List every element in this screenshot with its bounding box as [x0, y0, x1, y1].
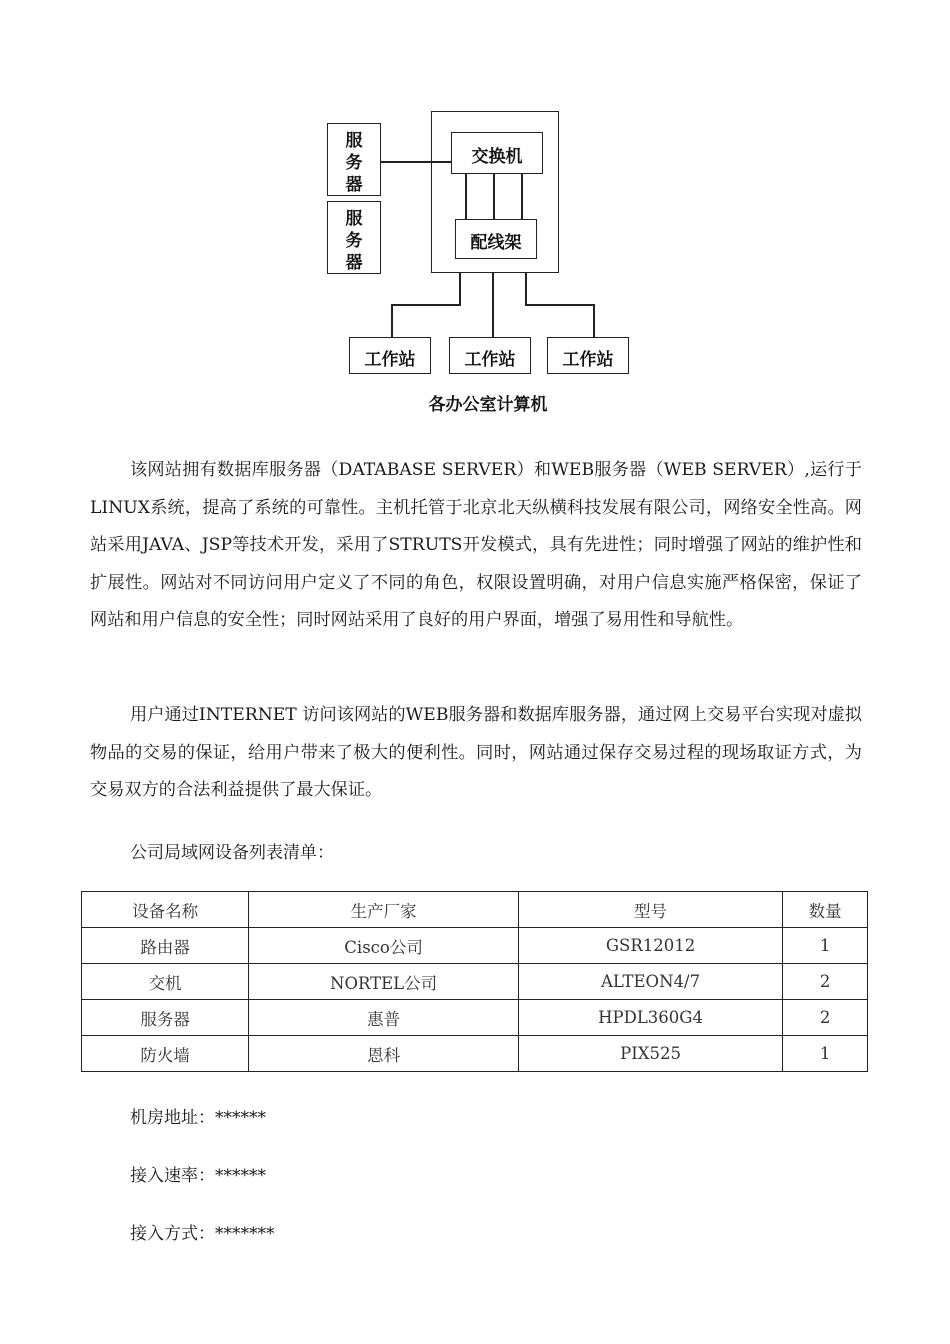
network-diagram	[0, 0, 950, 440]
server-label-2: 服务器	[345, 209, 363, 273]
workstation-label-2: 工作站	[464, 350, 516, 370]
table-header-cell: 型号	[518, 892, 782, 928]
switch-patch-link	[521, 174, 523, 219]
table-row	[82, 964, 868, 1000]
table-cell: 2	[783, 1000, 868, 1036]
server-label-1: 服务器	[345, 131, 363, 195]
table-intro: 公司局域网设备列表清单：	[130, 843, 334, 863]
access-rate: 接入速率：******	[130, 1166, 266, 1186]
table-cell: 防火墙	[82, 1036, 249, 1072]
table-row	[82, 1000, 868, 1036]
patch-panel-label: 配线架	[470, 233, 522, 253]
table-cell: 惠普	[249, 1000, 519, 1036]
switch-patch-link	[493, 174, 495, 219]
table-cell: 恩科	[249, 1036, 519, 1072]
table-cell: ALTEON4/7	[518, 964, 782, 1000]
table-cell: 服务器	[82, 1000, 249, 1036]
workstation-label-3: 工作站	[562, 350, 614, 370]
paragraph-intro: 该网站拥有数据库服务器（DATABASE SERVER）和WEB服务器（WEB SERVER）,运行于LINUX系统，提高了系统的可靠性。主机托管于北京北天纵横科技发展有限公司，网络安全性高。网站采用JAVA、JSP等技术开发，采用了STRUTS开发模式，具有先进性；同时增强了网站的维护性和扩展性。网站对不同访问用户定义了不同的角色，权限设置明确，对用户信息实施严格保密，保证了网站和用户信息的安全性；同时网站采用了良好的用户界面，增强了易用性和导航性。	[90, 460, 862, 630]
workstation-label-1: 工作站	[364, 350, 416, 370]
workstation-link	[525, 273, 527, 305]
workstation-link	[593, 304, 595, 338]
table-cell: 交机	[82, 964, 249, 1000]
table-cell: 路由器	[82, 928, 249, 964]
table-cell: GSR12012	[518, 928, 782, 964]
table-cell: Cisco公司	[249, 928, 519, 964]
table-row	[82, 928, 868, 964]
table-cell: PIX525	[518, 1036, 782, 1072]
workstation-link	[391, 304, 393, 338]
table-header-cell: 数量	[783, 892, 868, 928]
table-cell: 2	[783, 964, 868, 1000]
switch-patch-link	[465, 174, 467, 219]
diagram-caption: 各办公室计算机	[428, 395, 548, 415]
room-address: 机房地址：******	[130, 1108, 266, 1128]
paragraph-access: 用户通过INTERNET 访问该网站的WEB服务器和数据库服务器，通过网上交易平台实现对虚拟物品的交易的保证，给用户带来了极大的便利性。同时，网站通过保存交易过程的现场取证方式，为交易双方的合法利益提供了最大保证。	[90, 705, 862, 800]
table-cell: HPDL360G4	[518, 1000, 782, 1036]
workstation-link	[391, 304, 461, 306]
table-header-cell: 设备名称	[82, 892, 249, 928]
workstation-link	[492, 273, 494, 338]
switch-label: 交换机	[471, 147, 523, 167]
table-cell: 1	[783, 1036, 868, 1072]
access-method: 接入方式：*******	[130, 1224, 275, 1244]
table-header-row	[82, 892, 868, 928]
equipment-table	[81, 891, 868, 1072]
table-cell: 1	[783, 928, 868, 964]
workstation-link	[525, 304, 594, 306]
server-switch-link	[381, 161, 452, 163]
table-row	[82, 1036, 868, 1072]
table-cell: NORTEL公司	[249, 964, 519, 1000]
table-header-cell: 生产厂家	[249, 892, 519, 928]
workstation-link	[459, 273, 461, 305]
